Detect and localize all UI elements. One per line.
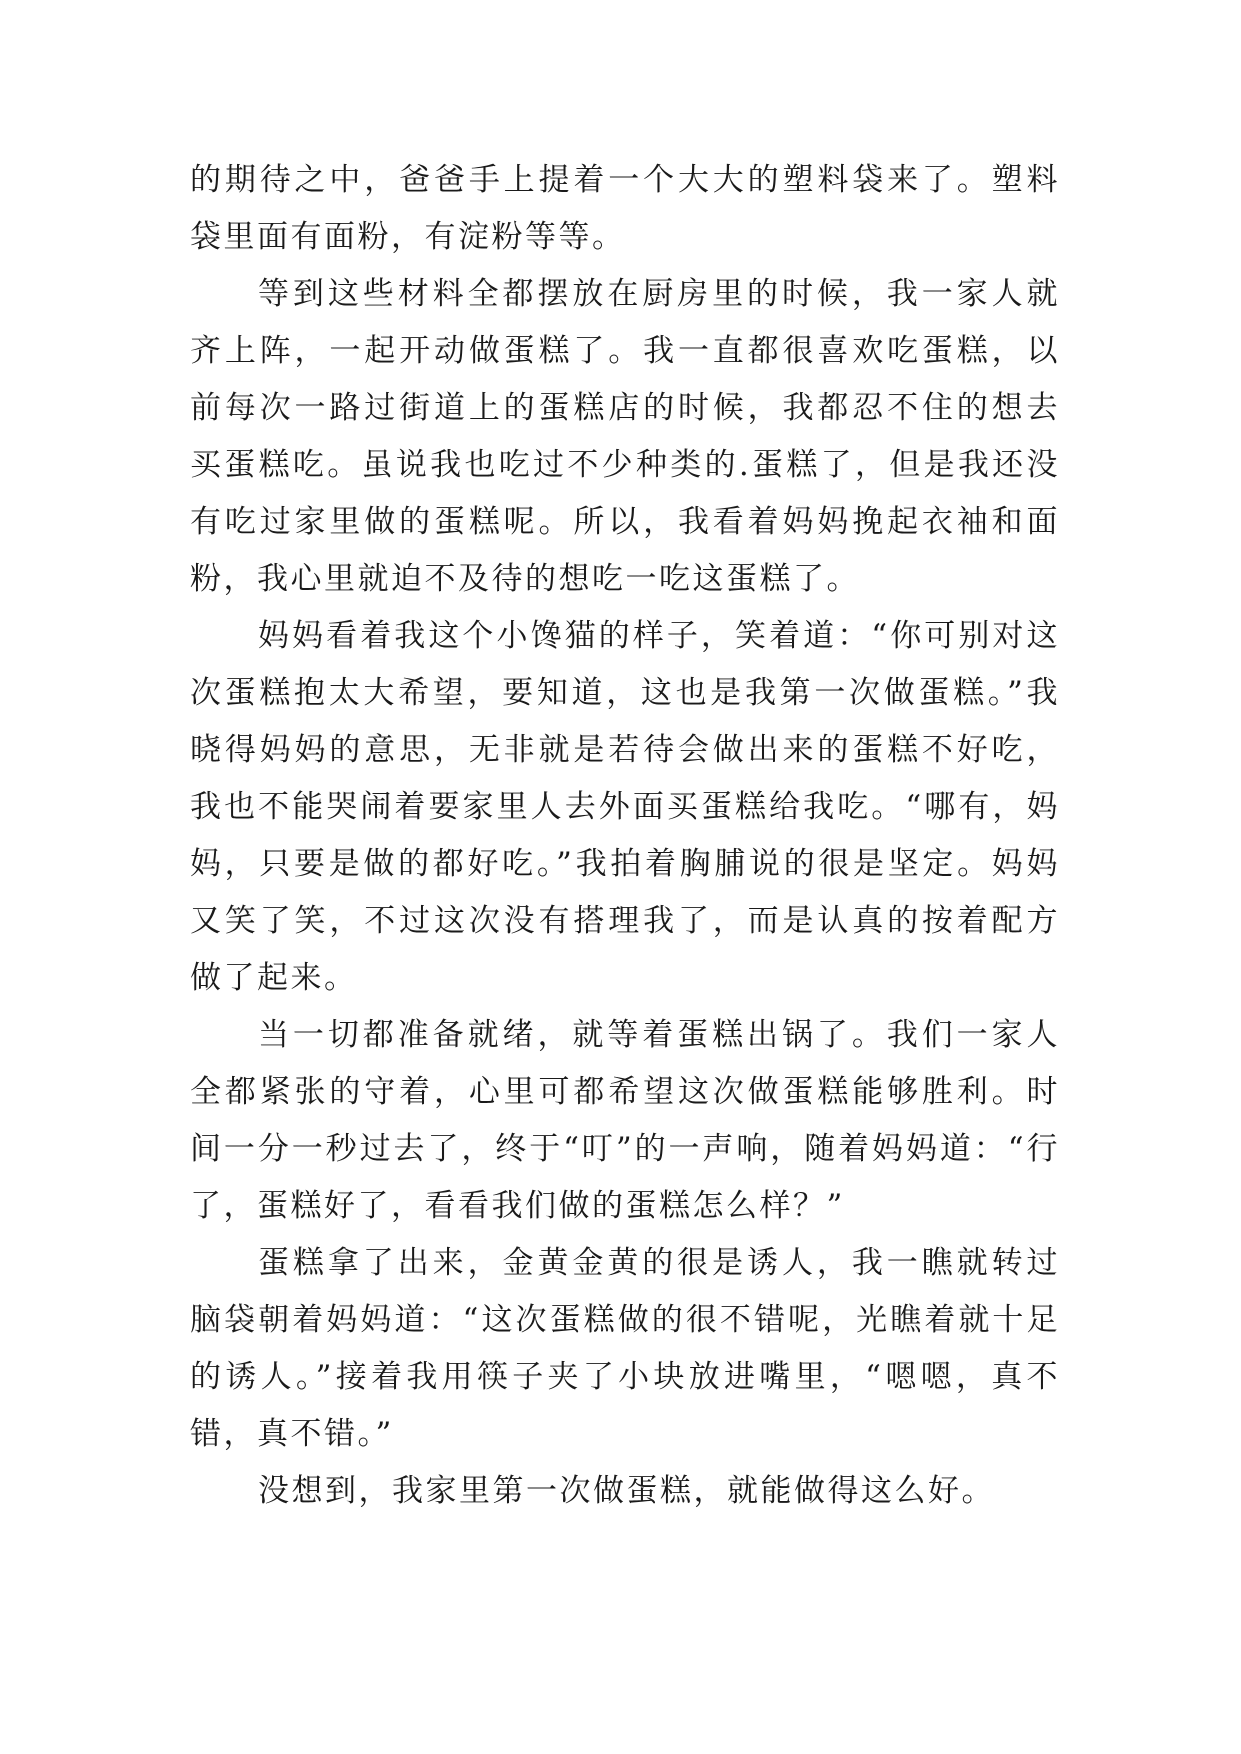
paragraph-6: 没想到，我家里第一次做蛋糕，就能做得这么好。: [258, 1473, 995, 1509]
paragraph-1: 的期待之中，爸爸手上提着一个大大的塑料袋来了。塑料袋里面有面粉，有淀粉等等。: [190, 162, 1060, 255]
paragraph-4: 当一切都准备就绪，就等着蛋糕出锅了。我们一家人全都紧张的守着，心里可都希望这次做蛋糕能够胜利。时间一分一秒过去了，终于“叮”的一声响，随着妈妈道：“行了，蛋糕好了，看看我们做的蛋糕怎么样？”: [190, 1017, 1060, 1224]
paragraph-2: 等到这些材料全都摆放在厨房里的时候，我一家人就齐上阵，一起开动做蛋糕了。我一直都很喜欢吃蛋糕，以前每次一路过街道上的蛋糕店的时候，我都忍不住的想去买蛋糕吃。虽说我也吃过不少种类的.蛋糕了，但是我还没有吃过家里做的蛋糕呢。所以，我看着妈妈挽起衣袖和面粉，我心里就迫不及待的想吃一吃这蛋糕了。: [190, 276, 1060, 597]
paragraph-3: 妈妈看着我这个小馋猫的样子，笑着道：“你可别对这次蛋糕抱太大希望，要知道，这也是我第一次做蛋糕。”我晓得妈妈的意思，无非就是若待会做出来的蛋糕不好吃，我也不能哭闹着要家里人去外面买蛋糕给我吃。“哪有，妈妈，只要是做的都好吃。”我拍着胸脯说的很是坚定。妈妈又笑了笑，不过这次没有搭理我了，而是认真的按着配方做了起来。: [190, 618, 1060, 996]
paragraph-5: 蛋糕拿了出来，金黄金黄的很是诱人，我一瞧就转过脑袋朝着妈妈道：“这次蛋糕做的很不错呢，光瞧着就十足的诱人。”接着我用筷子夹了小块放进嘴里，“嗯嗯，真不错，真不错。”: [190, 1245, 1060, 1452]
essay-body: [190, 152, 1060, 1520]
